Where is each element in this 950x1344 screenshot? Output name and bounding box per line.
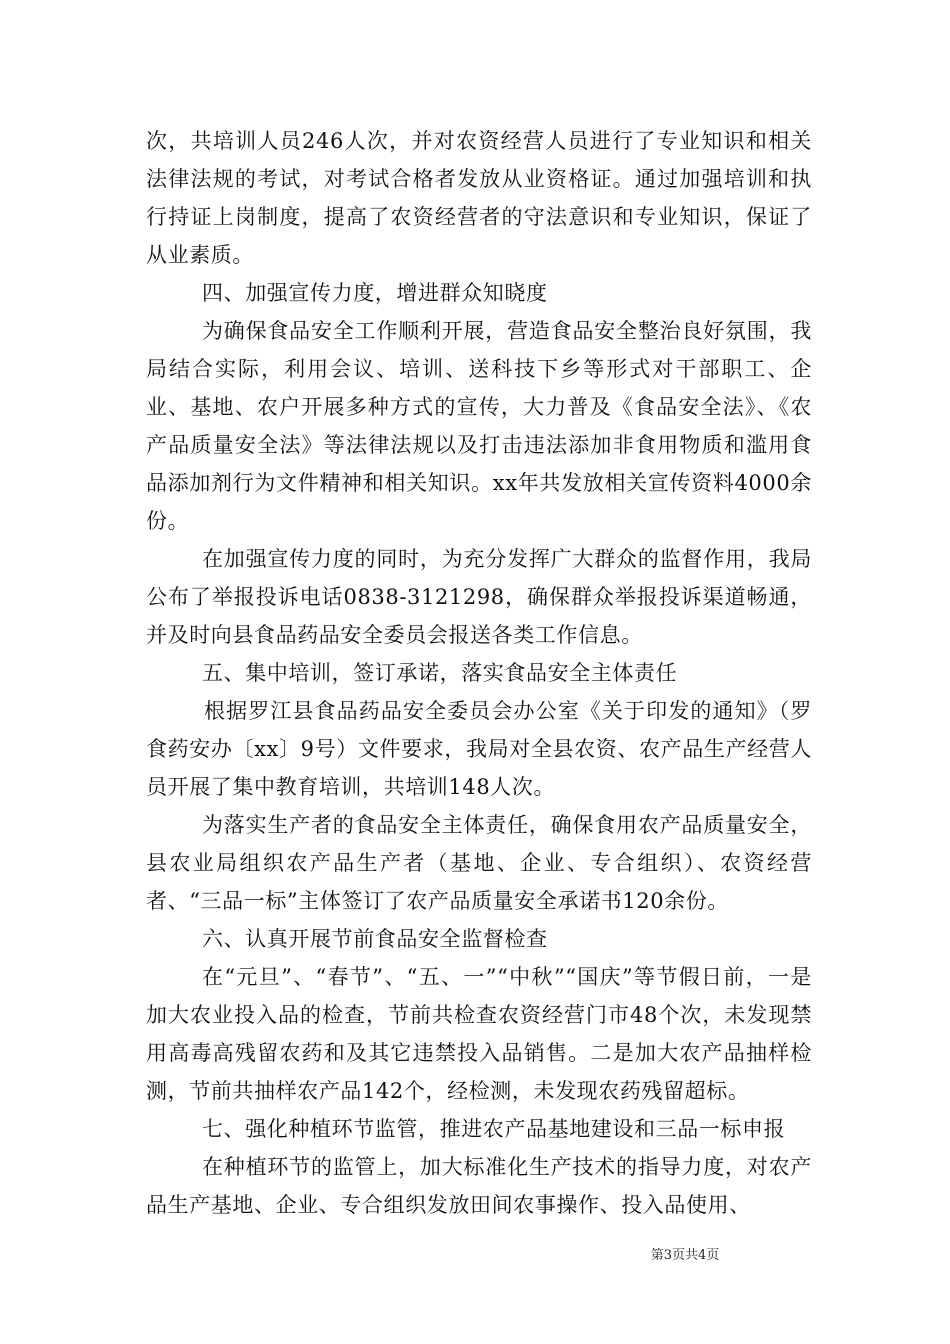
page-footer bbox=[0, 1244, 950, 1263]
paragraph-hotline: 在加强宣传力度的同时，为充分发挥广大群众的监督作用，我局公布了举报投诉电话0838-3121298，确保群众举报投诉渠道畅通，并及时向县食品药品安全委员会报送各类工作信息。 bbox=[146, 547, 812, 647]
paragraph-commitment: 为落实生产者的食品安全主体责任，确保食用农产品质量安全，县农业局组织农产品生产者（基地、企业、专合组织）、农资经营者、“三品一标”主体签订了农产品质量安全承诺书120余份。 bbox=[146, 813, 812, 913]
section-heading-planting-supervision: 七、强化种植环节监管，推进农产品基地建设和三品一标申报 bbox=[202, 1117, 786, 1141]
paragraph-training-continued: 次，共培训人员246人次，并对农资经营人员进行了专业知识和相关法律法规的考试，对考试合格者发放从业资格证。通过加强培训和执行持证上岗制度，提高了农资经营者的守法意识和专业知识，保证了从业素质。 bbox=[146, 129, 812, 267]
paragraph-holiday-inspection: 在“元旦”、“春节”、“五、一”“中秋”“国庆”等节假日前，一是加大农业投入品的检查，节前共检查农资经营门市48个次，未发现禁用高毒高残留农药和及其它违禁投入品销售。二是加大农产品抽样检测，节前共抽样农产品142个，经检测，未发现农药残留超标。 bbox=[146, 965, 812, 1103]
document-body bbox=[146, 122, 812, 1224]
paragraph-training-notice: 根据罗江县食品药品安全委员会办公室《关于印发的通知》（罗食药安办〔xx〕9号）文件要求，我局对全县农资、农产品生产经营人员开展了集中教育培训，共培训148人次。 bbox=[146, 699, 812, 799]
page-number: 第3页共4页 bbox=[650, 1248, 720, 1263]
section-heading-publicity: 四、加强宣传力度，增进群众知晓度 bbox=[202, 281, 548, 305]
section-heading-holiday-inspection: 六、认真开展节前食品安全监督检查 bbox=[202, 927, 548, 951]
paragraph-planting-supervision: 在种植环节的监管上，加大标准化生产技术的指导力度，对农产品生产基地、企业、专合组织发放田间农事操作、投入品使用、 bbox=[146, 1155, 812, 1217]
section-heading-centralized-training: 五、集中培训，签订承诺，落实食品安全主体责任 bbox=[202, 661, 678, 685]
paragraph-publicity: 为确保食品安全工作顺利开展，营造食品安全整治良好氛围，我局结合实际，利用会议、培训、送科技下乡等形式对干部职工、企业、基地、农户开展多种方式的宣传，大力普及《食品安全法》、《农产品质量安全法》等法律法规以及打击违法添加非食用物质和滥用食品添加剂行为文件精神和相关知识。xx年共发放相关宣传资料4000余份。 bbox=[146, 319, 812, 533]
